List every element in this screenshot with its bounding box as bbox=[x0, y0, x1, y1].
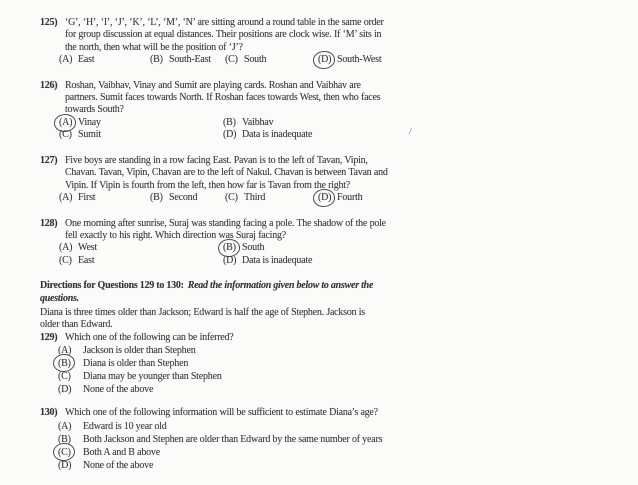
question-127 bbox=[40, 155, 638, 205]
option-b bbox=[223, 242, 264, 255]
option-text: Diana is older than Stephen bbox=[83, 358, 189, 370]
option-letter: (D) bbox=[223, 129, 237, 141]
directions-instruction-cont: questions. bbox=[40, 292, 79, 304]
option-b bbox=[58, 357, 437, 370]
option-b bbox=[150, 54, 211, 67]
option-text: Edward is 10 year old bbox=[83, 420, 167, 432]
option-text: Second bbox=[169, 192, 198, 204]
question-text-line: Vipin. If Vipin is fourth from the left, then how far is Tavan from the right? bbox=[65, 179, 350, 191]
option-letter: (C) bbox=[225, 54, 238, 66]
option-c bbox=[58, 446, 437, 459]
option-text: South bbox=[244, 54, 267, 66]
option-letter: (C) bbox=[225, 192, 238, 204]
option-d bbox=[223, 129, 312, 142]
option-letter: (A) bbox=[59, 54, 73, 66]
question-125 bbox=[40, 17, 638, 67]
option-text: Diana may be younger than Stephen bbox=[83, 371, 222, 383]
question-text-line: for group discussion at equal distances. Their positions are clock wise. If ‘M’ sits in bbox=[65, 29, 382, 41]
passage-line: older than Edward. bbox=[40, 319, 113, 331]
question-text-line: fell exactly to his right. Which direction was Suraj facing? bbox=[65, 229, 286, 241]
question-text-line: towards South? bbox=[65, 104, 124, 116]
option-text: Third bbox=[244, 192, 266, 204]
option-text: Fourth bbox=[337, 192, 363, 204]
option-letter: (A) bbox=[58, 345, 72, 357]
option-text: Data is inadequate bbox=[242, 129, 313, 141]
question-126 bbox=[40, 80, 638, 142]
passage-line: Diana is three times older than Jackson; Edward is half the age of Stephen. Jackson is bbox=[40, 307, 365, 319]
option-letter: (D) bbox=[58, 459, 72, 471]
option-d bbox=[318, 192, 362, 205]
question-text-line: the north, then what will be the position of ‘J’? bbox=[65, 41, 243, 53]
answer-circle: (B) bbox=[223, 242, 236, 254]
option-text: None of the above bbox=[83, 459, 154, 471]
option-text: Data is inadequate bbox=[242, 254, 313, 266]
question-129 bbox=[40, 332, 638, 396]
option-text: Sumit bbox=[78, 129, 101, 141]
option-text: South-West bbox=[337, 54, 382, 66]
question-text-line: Five boys are standing in a row facing East. Pavan is to the left of Tavan, Vipin, bbox=[65, 154, 368, 166]
option-a bbox=[59, 192, 95, 205]
option-letter: (C) bbox=[58, 371, 71, 383]
option-d bbox=[58, 383, 437, 396]
option-letter: (B) bbox=[150, 192, 163, 204]
question-number: 127) bbox=[40, 154, 58, 166]
option-c bbox=[59, 129, 101, 142]
option-letter: (D) bbox=[223, 254, 237, 266]
directions-instruction: Read the information given below to answer the bbox=[187, 280, 374, 292]
options-row bbox=[59, 255, 437, 268]
question-128 bbox=[40, 218, 638, 268]
question-130 bbox=[40, 407, 638, 471]
option-letter: (B) bbox=[58, 433, 71, 445]
option-letter: (A) bbox=[59, 242, 73, 254]
option-letter: (C) bbox=[59, 129, 72, 141]
question-body bbox=[59, 154, 437, 205]
option-text: South-East bbox=[169, 54, 211, 66]
option-letter: (A) bbox=[59, 192, 73, 204]
option-b bbox=[223, 117, 273, 130]
option-text: East bbox=[78, 54, 95, 66]
options-row bbox=[59, 117, 437, 130]
option-c bbox=[58, 370, 437, 383]
option-text: Jackson is older than Stephen bbox=[83, 345, 196, 357]
option-letter: (C) bbox=[59, 254, 72, 266]
question-text-line: One morning after sunrise, Suraj was standing facing a pole. The shadow of the pole bbox=[65, 217, 386, 229]
question-body bbox=[58, 407, 437, 471]
option-text: East bbox=[78, 254, 95, 266]
option-b bbox=[58, 433, 437, 446]
option-c bbox=[225, 54, 266, 67]
question-text-line: Which one of the following can be inferred? bbox=[65, 331, 234, 343]
question-number: 128) bbox=[40, 217, 58, 229]
option-letter: (A) bbox=[58, 420, 72, 432]
directions-block bbox=[40, 280, 638, 332]
option-text: West bbox=[78, 242, 97, 254]
option-text: Vaibhav bbox=[242, 116, 274, 128]
directions-label: Directions for Questions 129 to 130: bbox=[40, 280, 184, 292]
options-row bbox=[59, 192, 437, 205]
option-text: Vinay bbox=[78, 116, 101, 128]
answer-circle: (D) bbox=[318, 192, 332, 204]
option-a bbox=[59, 242, 97, 255]
passage bbox=[40, 307, 638, 332]
question-body bbox=[59, 79, 437, 142]
option-text: Both A and B above bbox=[83, 446, 160, 458]
option-text: South bbox=[242, 242, 265, 254]
option-a bbox=[59, 54, 94, 67]
option-letter: (B) bbox=[223, 116, 236, 128]
options-row bbox=[59, 129, 437, 142]
option-letter: (D) bbox=[58, 384, 72, 396]
options-row bbox=[59, 54, 437, 67]
option-d bbox=[58, 459, 437, 472]
stray-pen-mark: / bbox=[408, 125, 413, 137]
option-text: Both Jackson and Stephen are older than Edward by the same number of years bbox=[83, 433, 383, 445]
question-number: 129) bbox=[40, 331, 58, 343]
question-number: 130) bbox=[40, 407, 58, 419]
question-number: 125) bbox=[40, 17, 58, 28]
question-number: 126) bbox=[40, 79, 58, 91]
option-letter: (B) bbox=[150, 54, 163, 66]
option-d bbox=[223, 255, 312, 268]
option-text: First bbox=[78, 192, 96, 204]
question-text-line: Which one of the following information will be sufficient to estimate Diana’s age? bbox=[65, 407, 378, 419]
answer-circle: (A) bbox=[59, 116, 73, 128]
question-body bbox=[58, 331, 437, 396]
option-a bbox=[58, 344, 437, 357]
option-b bbox=[150, 192, 197, 205]
option-text: None of the above bbox=[83, 384, 154, 396]
question-text-line: Roshan, Vaibhav, Vinay and Sumit are playing cards. Roshan and Vaibhav are bbox=[65, 79, 361, 91]
question-text-line: Chavan. Tavan, Vipin, Chavan are to the left of Nakul. Chavan is between Tavan and bbox=[65, 167, 388, 179]
question-body bbox=[59, 217, 437, 268]
answer-circle: (C) bbox=[58, 446, 71, 458]
option-c bbox=[59, 255, 94, 268]
question-body bbox=[59, 17, 437, 67]
option-a bbox=[59, 117, 101, 130]
options-row bbox=[59, 242, 437, 255]
question-text-line: ‘G’, ‘H’, ‘I’, ‘J’, ‘K’, ‘L’, ‘M’, ‘N’ are sitting around a round table in the same order bbox=[65, 17, 384, 28]
option-c bbox=[225, 192, 265, 205]
question-text-line: partners. Sumit faces towards North. If Roshan faces towards West, then who faces bbox=[65, 92, 381, 104]
answer-circle: (B) bbox=[58, 358, 71, 370]
option-a bbox=[58, 420, 437, 433]
option-d bbox=[318, 54, 381, 67]
answer-circle: (D) bbox=[318, 54, 332, 66]
directions-line bbox=[40, 280, 638, 292]
